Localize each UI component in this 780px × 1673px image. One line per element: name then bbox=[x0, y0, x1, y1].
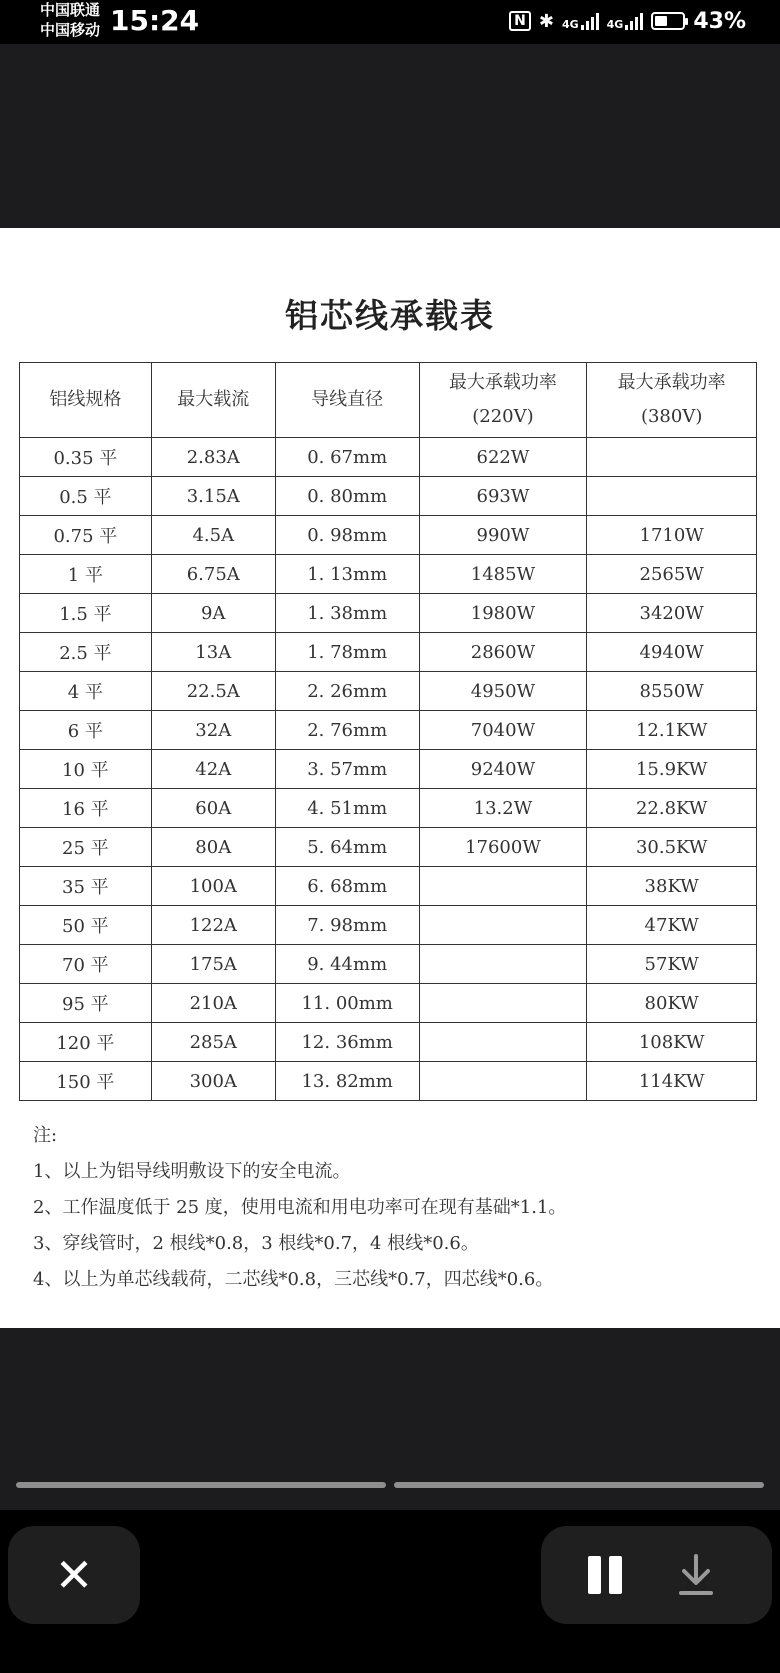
status-icons bbox=[509, 6, 746, 36]
carrier-2: 中国移动 bbox=[40, 21, 101, 39]
cell-power-380v: 4940W bbox=[587, 633, 757, 672]
table-row bbox=[20, 633, 757, 672]
cell-spec: 25 平 bbox=[20, 828, 152, 867]
cell-diameter: 0. 80mm bbox=[275, 477, 419, 516]
cell-power-220v: 693W bbox=[419, 477, 587, 516]
network-type-2: 4G bbox=[606, 18, 624, 31]
cell-power-380v: 15.9KW bbox=[587, 750, 757, 789]
cell-max-current: 2.83A bbox=[151, 438, 275, 477]
cell-power-220v: 9240W bbox=[419, 750, 587, 789]
cell-spec: 16 平 bbox=[20, 789, 152, 828]
table-row bbox=[20, 477, 757, 516]
cell-spec: 2.5 平 bbox=[20, 633, 152, 672]
cell-spec: 1.5 平 bbox=[20, 594, 152, 633]
cell-spec: 95 平 bbox=[20, 984, 152, 1023]
cell-power-220v: 13.2W bbox=[419, 789, 587, 828]
carrier-1: 中国联通 bbox=[40, 1, 101, 19]
header-power-380v-label: 最大承载功率 bbox=[617, 372, 726, 393]
cell-spec: 35 平 bbox=[20, 867, 152, 906]
cell-diameter: 2. 26mm bbox=[275, 672, 419, 711]
cell-diameter: 9. 44mm bbox=[275, 945, 419, 984]
note-line: 4、以上为单芯线载荷，二芯线*0.8，三芯线*0.7，四芯线*0.6。 bbox=[33, 1269, 554, 1290]
cell-spec: 1 平 bbox=[20, 555, 152, 594]
table-row bbox=[20, 906, 757, 945]
pause-button[interactable] bbox=[585, 1556, 625, 1594]
note-line: 3、穿线管时，2 根线*0.8，3 根线*0.7，4 根线*0.6。 bbox=[33, 1233, 479, 1254]
table-title: 铝芯线承载表 bbox=[285, 296, 495, 335]
table-row bbox=[20, 711, 757, 750]
cell-power-380v: 12.1KW bbox=[587, 711, 757, 750]
battery-percent: 43% bbox=[693, 8, 746, 34]
cell-power-220v: 622W bbox=[419, 438, 587, 477]
viewer-background-top bbox=[0, 44, 780, 228]
signal-bars-2-icon bbox=[625, 12, 643, 30]
cell-spec: 6 平 bbox=[20, 711, 152, 750]
cell-power-220v bbox=[419, 867, 587, 906]
cell-power-220v: 2860W bbox=[419, 633, 587, 672]
header-spec: 铝线规格 bbox=[20, 363, 152, 438]
cell-power-220v: 4950W bbox=[419, 672, 587, 711]
header-power-220v-sub: (220V) bbox=[472, 406, 534, 427]
table-row bbox=[20, 1062, 757, 1101]
table-row bbox=[20, 789, 757, 828]
cell-spec: 120 平 bbox=[20, 1023, 152, 1062]
cell-diameter: 1. 78mm bbox=[275, 633, 419, 672]
header-power-380v-sub: (380V) bbox=[640, 406, 703, 427]
battery-level bbox=[655, 16, 666, 26]
header-max-current: 最大载流 bbox=[151, 363, 275, 438]
cell-diameter: 7. 98mm bbox=[275, 906, 419, 945]
story-progress bbox=[16, 1482, 764, 1488]
cell-power-220v bbox=[419, 984, 587, 1023]
cell-power-380v: 108KW bbox=[587, 1023, 757, 1062]
cell-max-current: 100A bbox=[151, 867, 275, 906]
cell-power-380v: 3420W bbox=[587, 594, 757, 633]
cell-power-380v: 8550W bbox=[587, 672, 757, 711]
cell-diameter: 12. 36mm bbox=[275, 1023, 419, 1062]
progress-segment bbox=[16, 1482, 386, 1488]
table-body bbox=[20, 438, 757, 1101]
cell-max-current: 13A bbox=[151, 633, 275, 672]
table-row bbox=[20, 867, 757, 906]
cell-max-current: 210A bbox=[151, 984, 275, 1023]
cell-power-380v: 80KW bbox=[587, 984, 757, 1023]
cell-power-220v bbox=[419, 906, 587, 945]
nfc-icon: N bbox=[509, 11, 531, 31]
cell-diameter: 2. 76mm bbox=[275, 711, 419, 750]
cell-max-current: 9A bbox=[151, 594, 275, 633]
table-row bbox=[20, 750, 757, 789]
cell-diameter: 0. 67mm bbox=[275, 438, 419, 477]
cell-power-380v: 22.8KW bbox=[587, 789, 757, 828]
network-type-1: 4G bbox=[561, 18, 579, 31]
cell-spec: 50 平 bbox=[20, 906, 152, 945]
cell-max-current: 285A bbox=[151, 1023, 275, 1062]
status-time: 15:24 bbox=[110, 4, 200, 37]
cell-diameter: 5. 64mm bbox=[275, 828, 419, 867]
cell-spec: 10 平 bbox=[20, 750, 152, 789]
cell-power-380v: 47KW bbox=[587, 906, 757, 945]
note-line: 1、以上为铝导线明敷设下的安全电流。 bbox=[33, 1161, 351, 1182]
cell-spec: 70 平 bbox=[20, 945, 152, 984]
pause-icon bbox=[609, 1556, 622, 1594]
signal-2 bbox=[607, 12, 644, 30]
cell-diameter: 11. 00mm bbox=[275, 984, 419, 1023]
download-icon bbox=[676, 1552, 716, 1598]
table-row bbox=[20, 945, 757, 984]
cell-power-220v bbox=[419, 1062, 587, 1101]
cell-max-current: 80A bbox=[151, 828, 275, 867]
header-power-220v bbox=[419, 363, 587, 438]
table-row bbox=[20, 672, 757, 711]
cell-max-current: 300A bbox=[151, 1062, 275, 1101]
close-button[interactable] bbox=[8, 1526, 140, 1624]
aluminum-wire-table bbox=[19, 362, 757, 1101]
table-row bbox=[20, 555, 757, 594]
signal-1 bbox=[562, 12, 599, 30]
image-content[interactable] bbox=[0, 228, 780, 1328]
cell-power-380v bbox=[587, 438, 757, 477]
cell-power-220v: 1485W bbox=[419, 555, 587, 594]
cell-spec: 0.35 平 bbox=[20, 438, 152, 477]
cell-power-380v: 57KW bbox=[587, 945, 757, 984]
cell-power-380v bbox=[587, 477, 757, 516]
cell-max-current: 6.75A bbox=[151, 555, 275, 594]
progress-segment bbox=[394, 1482, 764, 1488]
header-diameter: 导线直径 bbox=[275, 363, 419, 438]
cell-power-220v: 1980W bbox=[419, 594, 587, 633]
cell-power-220v: 7040W bbox=[419, 711, 587, 750]
media-controls bbox=[541, 1526, 772, 1624]
table-row bbox=[20, 1023, 757, 1062]
cell-diameter: 6. 68mm bbox=[275, 867, 419, 906]
cell-max-current: 122A bbox=[151, 906, 275, 945]
cell-power-380v: 38KW bbox=[587, 867, 757, 906]
cell-diameter: 1. 38mm bbox=[275, 594, 419, 633]
cell-max-current: 3.15A bbox=[151, 477, 275, 516]
table-header-row bbox=[20, 363, 757, 438]
close-icon: ✕ bbox=[54, 1548, 94, 1602]
download-button[interactable] bbox=[676, 1552, 716, 1598]
bluetooth-icon: ✱ bbox=[538, 10, 554, 32]
notes-heading: 注: bbox=[33, 1125, 58, 1146]
cell-spec: 4 平 bbox=[20, 672, 152, 711]
cell-spec: 0.75 平 bbox=[20, 516, 152, 555]
table-row bbox=[20, 516, 757, 555]
cell-max-current: 60A bbox=[151, 789, 275, 828]
carrier-labels bbox=[40, 0, 100, 40]
cell-max-current: 175A bbox=[151, 945, 275, 984]
table-row bbox=[20, 438, 757, 477]
header-power-380v bbox=[587, 363, 757, 438]
status-bar bbox=[0, 0, 780, 44]
cell-max-current: 4.5A bbox=[151, 516, 275, 555]
cell-diameter: 0. 98mm bbox=[275, 516, 419, 555]
table-row bbox=[20, 594, 757, 633]
cell-max-current: 32A bbox=[151, 711, 275, 750]
table-row bbox=[20, 828, 757, 867]
cell-diameter: 3. 57mm bbox=[275, 750, 419, 789]
notes-section bbox=[33, 1118, 566, 1298]
cell-diameter: 13. 82mm bbox=[275, 1062, 419, 1101]
cell-power-380v: 2565W bbox=[587, 555, 757, 594]
cell-spec: 150 平 bbox=[20, 1062, 152, 1101]
table-row bbox=[20, 984, 757, 1023]
pause-icon bbox=[588, 1556, 601, 1594]
cell-power-380v: 1710W bbox=[587, 516, 757, 555]
cell-power-380v: 114KW bbox=[587, 1062, 757, 1101]
signal-bars-1-icon bbox=[581, 12, 599, 30]
note-line: 2、工作温度低于 25 度，使用电流和用电功率可在现有基础*1.1。 bbox=[33, 1197, 567, 1218]
bottom-controls bbox=[0, 1510, 780, 1673]
cell-power-220v bbox=[419, 1023, 587, 1062]
cell-max-current: 42A bbox=[151, 750, 275, 789]
cell-power-220v: 990W bbox=[419, 516, 587, 555]
cell-power-380v: 30.5KW bbox=[587, 828, 757, 867]
cell-max-current: 22.5A bbox=[151, 672, 275, 711]
battery-icon bbox=[651, 12, 685, 30]
header-power-220v-label: 最大承载功率 bbox=[448, 372, 557, 393]
cell-power-220v bbox=[419, 945, 587, 984]
cell-power-220v: 17600W bbox=[419, 828, 587, 867]
cell-spec: 0.5 平 bbox=[20, 477, 152, 516]
cell-diameter: 4. 51mm bbox=[275, 789, 419, 828]
cell-diameter: 1. 13mm bbox=[275, 555, 419, 594]
